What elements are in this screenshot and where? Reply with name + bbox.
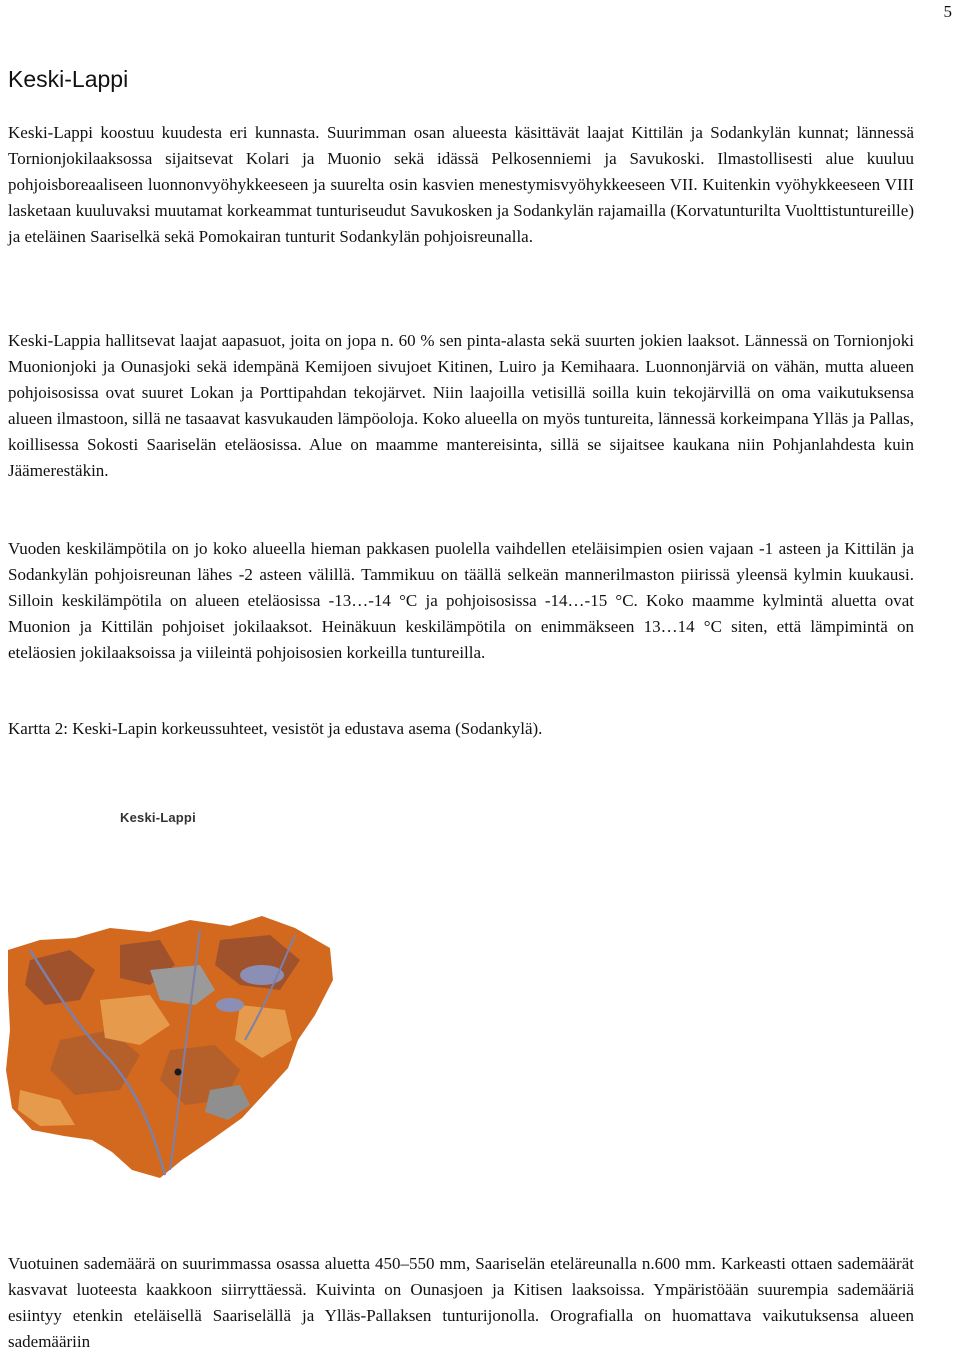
- map-label: Keski-Lappi: [120, 810, 196, 825]
- map-figure: [0, 800, 340, 1200]
- paragraph-temperature: Vuoden keskilämpötila on jo koko alueella hieman pakkasen puolella vaihdellen eteläisimpien osien vajaan -1 asteen ja Kittilän ja Sodankylän pohjoisreunan lähes -2 asteen välillä. Tammikuu on täällä selkeän mannerilmaston piirissä yleensä kylmin kuukausi. Silloin keskilämpötila on alueen eteläosissa -13…-14 °C ja pohjoisosissa -14…-15 °C. Koko maamme kylmintä aluetta ovat Muonion ja Kittilän pohjoiset jokilaaksot. Heinäkuun keskilämpötila on enimmäkseen 13…14 °C siten, että lämpimintä on eteläosien jokilaaksoissa ja viileintä pohjoisosien korkeilla tuntureilla.: [8, 539, 914, 662]
- page-number: 5: [943, 2, 952, 21]
- paragraph-precipitation: Vuotuinen sademäärä on suurimmassa osassa aluetta 450–550 mm, Saariselän eteläreunalla n.600 mm. Karkeasti ottaen sademäärät kasvavat luoteesta kaakkoon siirryttäessä. Kuivinta on Ounasjoen ja Kitisen laaksoissa. Ympäristöään suurempia sademääriä esiintyy etenkin eteläisellä Saariselällä ja Ylläs-Pallaksen tunturijonolla. Orografialla on huomattava vaikutuksensa alueen sademääriin: [8, 1254, 914, 1351]
- page-title: Keski-Lappi: [8, 66, 129, 92]
- map-image: [0, 800, 340, 1200]
- paragraph-intro: Keski-Lappi koostuu kuudesta eri kunnasta. Suurimman osan alueesta käsittävät laajat Kittilän ja Sodankylän kunnat; lännessä Tornionjokilaaksossa sijaitsevat Kolari ja Muonio sekä idässä Pelkosenniemi ja Savukoski. Ilmastollisesti alue kuuluu pohjoisboreaaliseen luonnonvyöhykkeeseen ja suurelta osin kasvien menestymisvyöhykkeeseen VII. Kuitenkin vyöhykkeeseen VIII lasketaan kuuluvaksi muutamat korkeammat tunturiseudut Savukosken ja Sodankylän rajamailla (Korvatunturilta Vuolttistuntureille) ja eteläinen Saariselkä sekä Pomokairan tunturit Sodankylän pohjoisreunalla.: [8, 123, 914, 246]
- paragraph-landscape: Keski-Lappia hallitsevat laajat aapasuot, joita on jopa n. 60 % sen pinta-alasta sekä suurten jokien laaksot. Lännessä on Tornionjoki Muonionjoki ja Ounasjoki sekä idempänä Kemijoen sivujoet Kitinen, Luiro ja Kemihaara. Luonnonjärviä on vähän, mutta alueen pohjoisosissa ovat suuret Lokan ja Porttipahdan tekojärvet. Niin laajoilla vetisillä soilla kuin tekojärvillä on oma vaikutuksensa alueen ilmastoon, sillä ne tasaavat kasvukauden lämpöoloja. Koko alueella on myös tuntureita, lännessä korkeimpana Ylläs ja Pallas, koillisessa Sokosti Saariselän eteläosissa. Alue on maamme mantereisinta, sillä se sijaitsee kaukana niin Pohjanlahdesta kuin Jäämerestäkin.: [8, 331, 914, 480]
- figure-caption: Kartta 2: Keski-Lapin korkeussuhteet, vesistöt ja edustava asema (Sodankylä).: [8, 719, 543, 738]
